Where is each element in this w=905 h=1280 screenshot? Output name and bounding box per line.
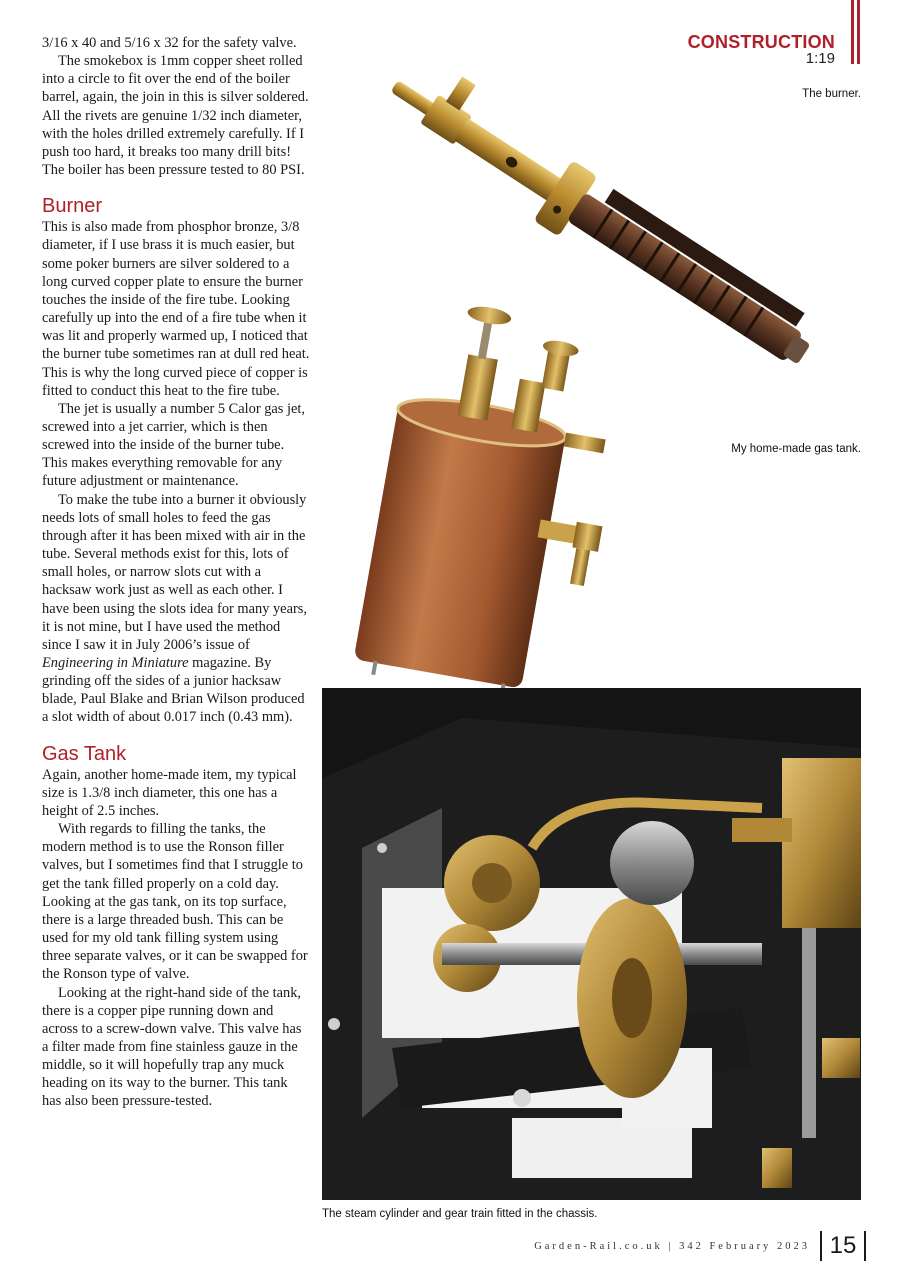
footer-credit: Garden-Rail.co.uk | 342 February 2023 xyxy=(534,1241,810,1252)
gas-tank-photo xyxy=(335,295,665,705)
heading-gas-tank: Gas Tank xyxy=(42,742,127,765)
magazine-title: Engineering in Miniature xyxy=(42,655,189,671)
paragraph: With regards to filling the tanks, the modern method is to use the Ronson filler valves, but I sometimes find that I struggle to get the tank filled properly on a cold day. Looking at the gas tank, on its top surface, there is a large threaded bush. This can be used for my old tank filling system using three separate valves, or it can be swapped for the Ronson type of valve. xyxy=(42,821,308,983)
article-text-column xyxy=(42,34,310,1111)
paragraph: 3/16 x 40 and 5/16 x 32 for the safety valve. xyxy=(42,35,297,51)
paragraph: To make the tube into a burner it obviously needs lots of small holes to feed the gas through after it has been mixed with air in the tube. Several methods exist for this, lots of small holes, or narrow slots cut with a hacksaw work just as well as each other. I have been using the slots idea for many years, it is not mine, but I have used the method since I saw it in July 2006’s issue of Engineering in Miniature magazine. By grinding off the sides of a junior hacksaw blade, Paul Blake and Brian Wilson produced a slot width of about 0.017 inch (0.43 mm). xyxy=(42,491,307,726)
chassis-photo xyxy=(322,688,861,1200)
caption-gas-tank: My home-made gas tank. xyxy=(731,443,861,455)
paragraph: The smokebox is 1mm copper sheet rolled into a circle to fit over the end of the boiler barrel, again, the join in this is silver soldered. All the rivets are genuine 1/32 inch diameter, with the holes drilled extremely carefully. If I push too hard, it breaks too many drill bits! The boiler has been pressure tested to 80 PSI. xyxy=(42,53,309,179)
section-scale: 1:19 xyxy=(805,50,835,67)
heading-burner: Burner xyxy=(42,195,103,218)
paragraph: Looking at the right-hand side of the tank, there is a copper pipe running down and across to a screw-down valve. This valve has a filter made from fine stainless gauze in the middle, so it will hopefully trap any muck heading on its way to the burner. This tank has also been pressure-tested. xyxy=(42,984,302,1110)
section-title: CONSTRUCTION xyxy=(687,32,835,52)
paragraph: Again, another home-made item, my typical size is 1.3/8 inch diameter, this one has a height of 2.5 inches. xyxy=(42,766,297,819)
page-number: 15 xyxy=(820,1231,866,1261)
paragraph: The jet is usually a number 5 Calor gas jet, screwed into a jet carrier, which is then screwed into the inside of the burner tube. This makes everything removable for any future adjustment or maintenance. xyxy=(42,400,305,490)
caption-chassis: The steam cylinder and gear train fitted in the chassis. xyxy=(322,1208,598,1220)
caption-burner: The burner. xyxy=(802,88,861,100)
paragraph: This is also made from phosphor bronze, 3/8 diameter, if I use brass it is much easier, but some poker burners are silver soldered to a long curved copper plate to ensure the burner touches the inside of the fire tube. Looking carefully up into the end of a fire tube when it was lit and properly warmed up, I noticed that the burner tube sometimes ran at dull red heat. This is why the long curved piece of copper is fitted to conduct this heat to the fire tube. xyxy=(42,219,310,399)
